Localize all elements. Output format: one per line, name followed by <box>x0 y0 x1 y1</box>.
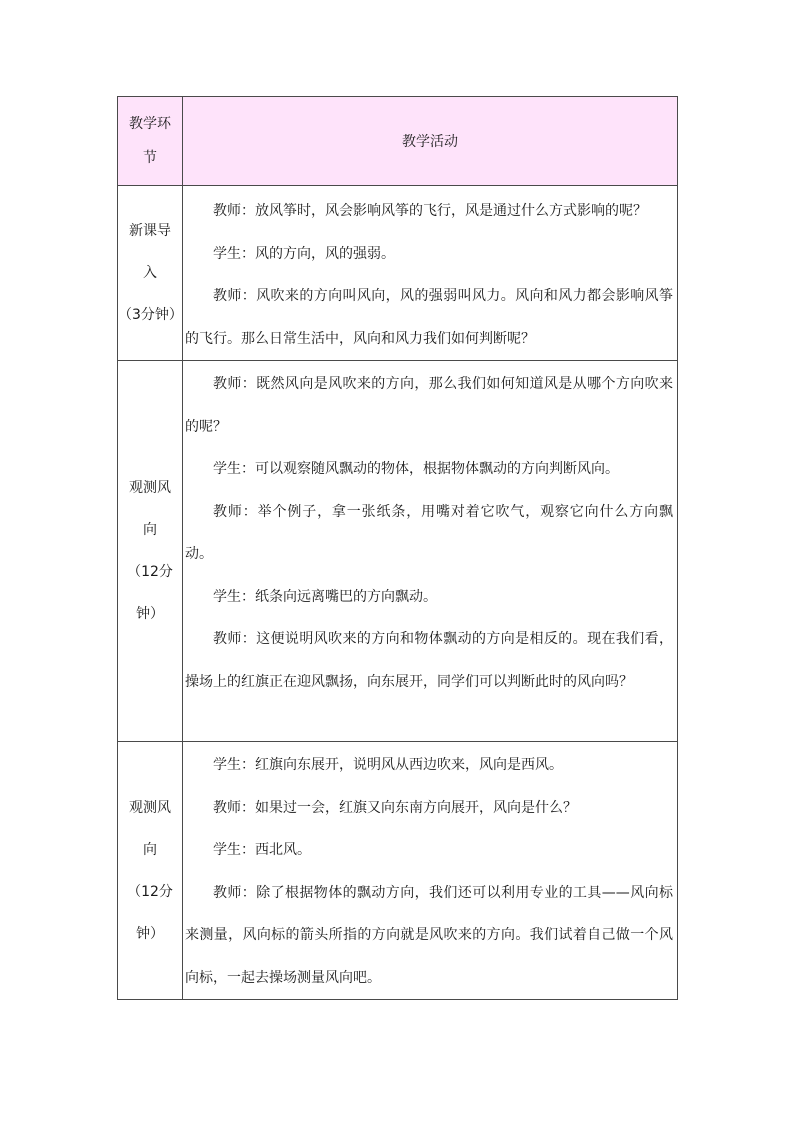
dialogue-line: 学生：纸条向远离嘴巴的方向飘动。 <box>213 588 437 605</box>
stage-text: 新课导 <box>129 223 171 239</box>
stage-text: 观测风 <box>129 799 171 816</box>
stage-cell-observe-2 <box>118 742 183 1000</box>
dialogue-line: 教师：风吹来的方向叫风向，风的强弱叫风力。风向和风力都会影响风筝的飞行。那么日常生活中，风向和风力我们如何判断呢？ <box>185 288 673 347</box>
header-stage-cell <box>118 97 183 186</box>
table-row <box>118 186 678 361</box>
table-header-row <box>118 97 678 186</box>
dialogue-line: 教师：既然风向是风吹来的方向，那么我们如何知道风是从哪个方向吹来的呢？ <box>185 376 673 435</box>
dialogue-line: 教师：举个例子，拿一张纸条，用嘴对着它吹气，观察它向什么方向飘动。 <box>185 503 673 562</box>
table-row <box>118 361 678 742</box>
header-stage-text-line2: 节 <box>143 150 157 166</box>
dialogue-line: 教师：如果过一会，红旗又向东南方向展开，风向是什么？ <box>213 799 577 816</box>
header-stage-text-line1: 教学环 <box>129 116 171 132</box>
stage-duration: （12分 <box>127 883 173 900</box>
table-row <box>118 742 678 1000</box>
dialogue-line: 教师：这便说明风吹来的方向和物体飘动的方向是相反的。现在我们看，操场上的红旗正在迎风飘扬，向东展开，同学们可以判断此时的风向吗？ <box>185 631 673 690</box>
stage-duration: （12分 <box>127 564 173 580</box>
stage-text: 向 <box>143 522 157 538</box>
stage-text: 入 <box>143 265 157 281</box>
dialogue-line: 学生：西北风。 <box>213 842 311 858</box>
lesson-plan-table <box>117 96 678 1000</box>
stage-text: 向 <box>143 841 157 858</box>
activity-cell-observe-2 <box>183 742 678 1000</box>
stage-duration: 钟） <box>136 925 164 942</box>
dialogue-line: 教师：放风筝时，风会影响风筝的飞行，风是通过什么方式影响的呢？ <box>213 203 647 219</box>
stage-cell-intro <box>118 186 183 361</box>
dialogue-line: 学生：可以观察随风飘动的物体，根据物体飘动的方向判断风向。 <box>213 461 619 477</box>
dialogue-line: 学生：红旗向东展开，说明风从西边吹来，风向是西风。 <box>213 757 563 773</box>
stage-cell-observe-1 <box>118 361 183 742</box>
stage-text: 观测风 <box>129 480 171 496</box>
activity-cell-observe-1 <box>183 361 678 742</box>
stage-duration: （3分钟） <box>118 307 183 323</box>
stage-duration: 钟） <box>136 606 164 622</box>
dialogue-line: 教师：除了根据物体的飘动方向，我们还可以利用专业的工具——风向标来测量，风向标的箭头所指的方向就是风吹来的方向。我们试着自己做一个风向标，一起去操场测量风向吧。 <box>185 884 673 986</box>
header-activity-cell: 教学活动 <box>183 97 678 186</box>
dialogue-line: 学生：风的方向，风的强弱。 <box>213 245 395 262</box>
activity-cell-intro <box>183 186 678 361</box>
